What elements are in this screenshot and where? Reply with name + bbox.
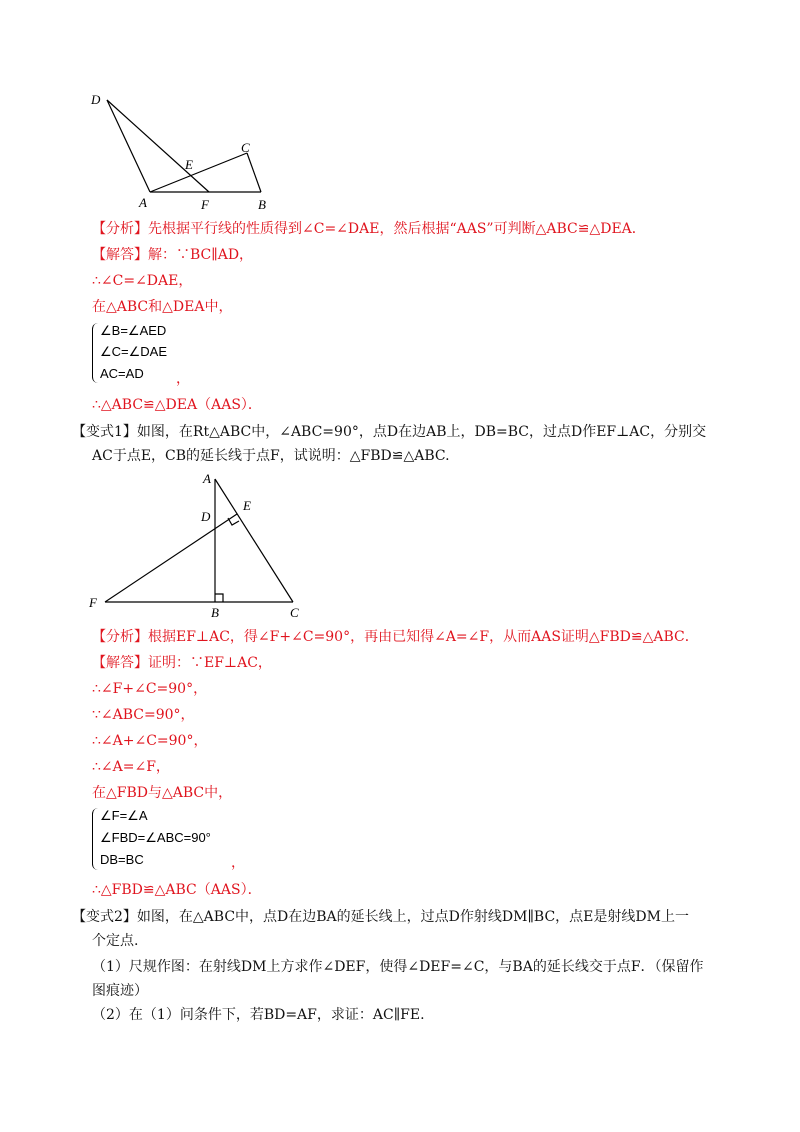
system-1-row-2: ∠C=∠DAE [100,344,168,359]
segment-FE [105,514,237,602]
segment-AC [215,479,293,602]
system-2-row-3: DB=BC [100,852,144,867]
label-A: A [203,471,211,486]
system-2-row-2: ∠FBD=∠ABC=90° [100,830,211,845]
label-E: E [243,498,251,513]
segment-CB [247,153,261,192]
analysis-1: 【分析】先根据平行线的性质得到∠C=∠DAE，然后根据“AAS”可判断△ABC≌△DEA． [92,221,646,237]
label-B: B [211,605,219,620]
solution-1-head: 【解答】解：∵BC∥AD， [92,247,254,263]
label-E: E [185,157,193,172]
system-brace-1 [92,323,99,383]
variant-1-problem-line2: AC于点E，CB的延长线于点F，试说明：△FBD≌△ABC. [92,448,450,464]
system-1-row-3: AC=AD [100,366,144,381]
solution-2-line3: ∴∠F+∠C=90°， [92,681,208,697]
segment-AC [150,153,247,192]
variant-2-question-1-line1: （1）尺规作图：在射线DM上方求作∠DEF，使得∠DEF=∠C，与BA的延长线交于点F．（保留作 [92,959,704,975]
system-2-comma: ， [231,855,245,871]
right-angle-mark-B [215,594,223,602]
analysis-2: 【分析】根据EF⊥AC，得∠F+∠C=90°，再由已知得∠A=∠F，从而AAS证明△FBD≌△ABC． [92,629,699,645]
label-F: F [89,595,97,610]
label-D: D [201,509,211,524]
solution-1-line3: ∴∠C=∠DAE， [92,273,193,289]
variant-2-question-2: （2）在（1）问条件下，若BD=AF，求证：AC∥FE. [92,1007,425,1023]
figure-2-right-triangle [85,467,315,622]
system-2-row-1: ∠F=∠A [100,808,148,823]
solution-2-line4: ∵∠ABC=90°， [92,707,195,723]
solution-2-line6: ∴∠A=∠F， [92,759,170,775]
solution-2-head: 【解答】证明：∵EF⊥AC， [92,655,272,671]
variant-2-question-1-line2: 图痕迹） [92,983,148,999]
system-1-comma: ， [176,371,190,387]
label-C: C [241,140,250,155]
segment-DA [107,100,150,192]
variant-2-problem-line2: 个定点. [92,933,139,949]
label-C: C [290,605,299,620]
system-1-row-1: ∠B=∠AED [100,323,167,338]
conclusion-2: ∴△FBD≌△ABC（AAS）． [92,882,262,898]
variant-1-problem-line1: 【变式1】如图，在Rt△ABC中，∠ABC=90°，点D在边AB上，DB=BC，过点D作EF⊥AC，分别交 [72,424,707,440]
solution-1-line4: 在△ABC和△DEA中， [92,299,233,315]
figure-1-triangles [85,88,285,210]
segment-DF [107,100,209,192]
label-D: D [91,92,101,107]
variant-2-problem-line1: 【变式2】如图，在△ABC中，点D在边BA的延长线上，过点D作射线DM∥BC，点E是射线DM上一 [72,909,689,925]
label-A: A [139,195,147,210]
system-brace-2 [92,808,99,870]
solution-2-line7: 在△FBD与△ABC中， [92,785,233,801]
equation-system-2 [100,808,300,872]
label-F: F [201,197,209,210]
solution-2-line5: ∴∠A+∠C=90°， [92,733,208,749]
conclusion-1: ∴△ABC≌△DEA（AAS）． [92,397,262,413]
label-B: B [258,197,266,210]
